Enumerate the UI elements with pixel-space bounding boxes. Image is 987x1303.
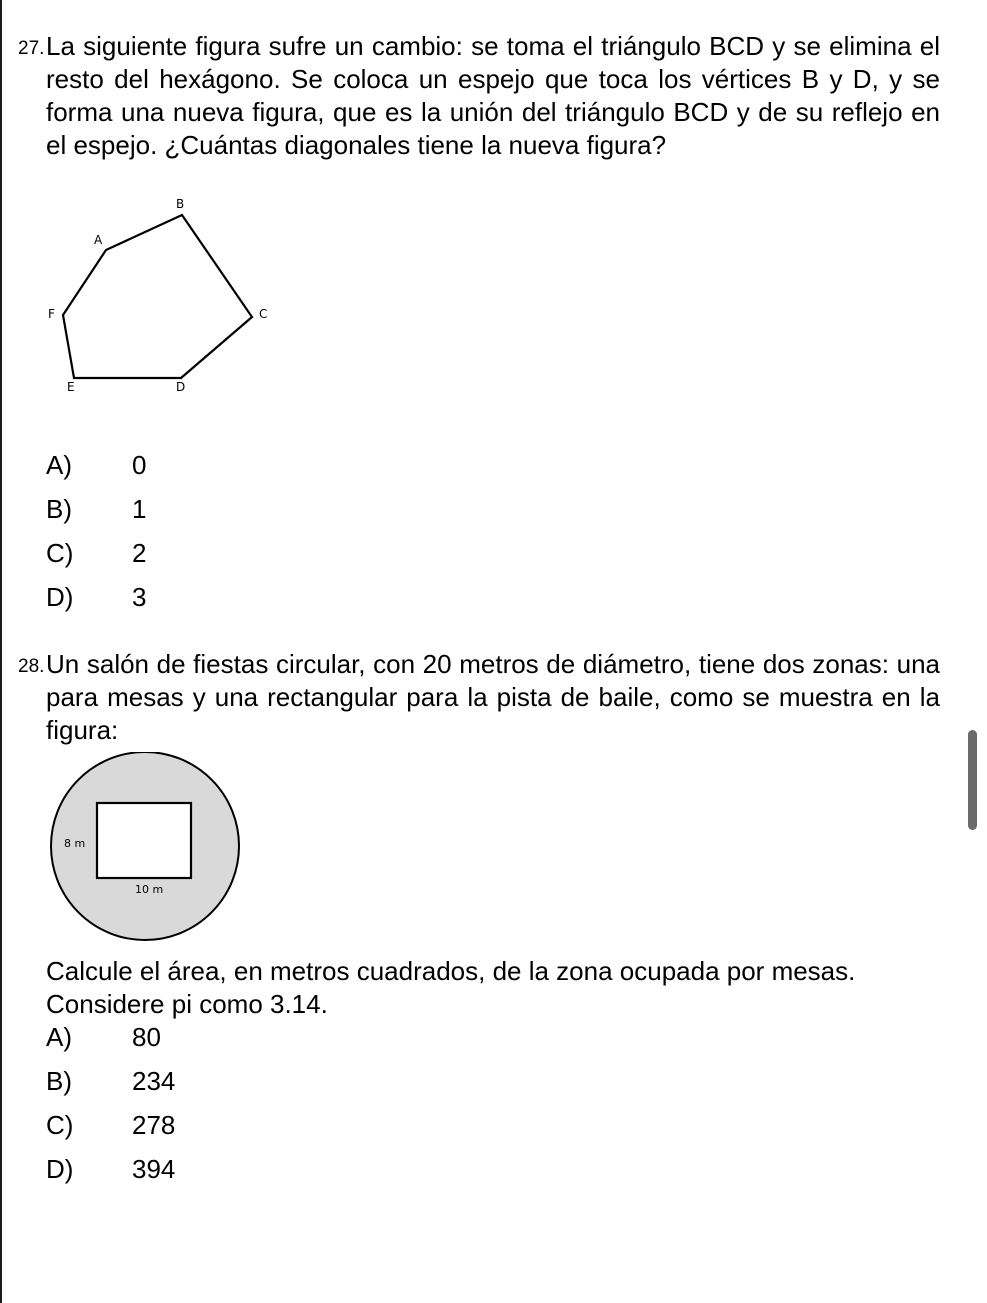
hexagon-shape — [63, 215, 252, 378]
width-label: 10 m — [135, 883, 164, 896]
option-letter: B) — [46, 1066, 72, 1096]
q27-option-b[interactable] — [46, 494, 146, 525]
q28-option-b[interactable] — [46, 1066, 175, 1097]
option-letter: A) — [46, 1022, 72, 1052]
q28-option-a[interactable] — [46, 1022, 161, 1053]
vertex-label-d: D — [176, 380, 186, 394]
hexagon-figure — [30, 195, 270, 405]
vertex-label-a: A — [94, 233, 103, 247]
question-28-prompt: Calcule el área, en metros cuadrados, de la zona ocupada por mesas. Considere pi como 3.14. — [46, 956, 856, 1019]
q28-option-c[interactable] — [46, 1110, 175, 1141]
vertex-label-e: E — [67, 380, 75, 394]
option-value: 0 — [132, 450, 147, 480]
option-letter: C) — [46, 1110, 74, 1140]
option-letter: B) — [46, 494, 72, 524]
dance-floor-rect — [97, 803, 191, 878]
option-value: 3 — [132, 582, 147, 612]
vertex-label-b: B — [176, 197, 185, 211]
q27-option-c[interactable] — [46, 538, 146, 569]
question-27-text: La siguiente figura sufre un cambio: se toma el triángulo BCD y se elimina el resto del hexágono. Se coloca un espejo que toca los vértices B y D, y se forma una nueva figura, que es la unión del triángulo BCD y de su reflejo en el espejo. ¿Cuántas diagonales tiene la nueva figura? — [46, 31, 940, 160]
option-value: 2 — [132, 538, 147, 568]
option-value: 234 — [132, 1066, 176, 1096]
question-28-text: Un salón de fiestas circular, con 20 metros de diámetro, tiene dos zonas: una para mesas y una rectangular para la pista de baile, como se muestra en la figura: — [46, 649, 940, 745]
question-28-number: 28. — [18, 656, 45, 677]
option-value: 80 — [132, 1022, 161, 1052]
option-letter: A) — [46, 450, 72, 480]
option-letter: C) — [46, 538, 74, 568]
option-value: 278 — [132, 1110, 176, 1140]
vertex-label-f: F — [48, 307, 55, 321]
height-label: 8 m — [64, 837, 86, 850]
question-27-number: 27. — [18, 38, 45, 59]
vertex-label-c: C — [259, 307, 268, 321]
q28-option-d[interactable] — [46, 1154, 175, 1185]
option-letter: D) — [46, 582, 74, 612]
left-border — [0, 0, 2, 1303]
option-value: 1 — [132, 494, 147, 524]
scrollbar-thumb[interactable] — [968, 730, 977, 830]
q27-option-d[interactable] — [46, 582, 146, 613]
option-value: 394 — [132, 1154, 176, 1184]
circle-room-figure — [40, 752, 250, 942]
option-letter: D) — [46, 1154, 74, 1184]
q27-option-a[interactable] — [46, 450, 146, 481]
